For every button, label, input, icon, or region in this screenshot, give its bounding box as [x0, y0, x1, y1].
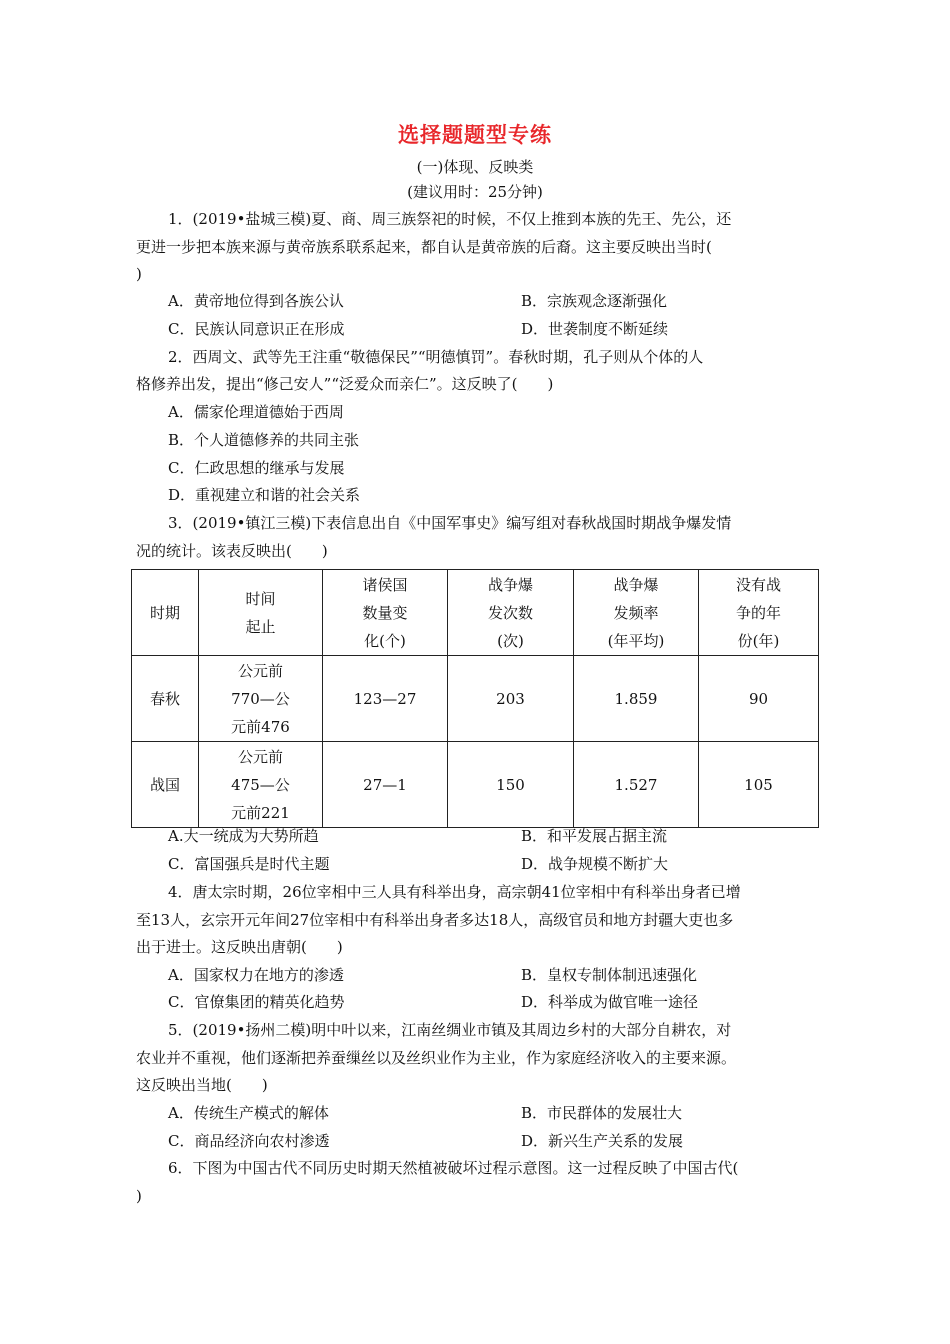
option-a[interactable]: A.大一统成为大势所趋 [168, 827, 319, 845]
table-header-row [132, 570, 819, 656]
question-text-line: 况的统计。该表反映出( ) [136, 542, 328, 560]
table-cell: 春秋 [132, 656, 199, 742]
question-text-line: ) [136, 265, 142, 283]
option-c[interactable]: C．官僚集团的精英化趋势 [168, 993, 345, 1011]
option-b[interactable]: B．和平发展占据主流 [521, 827, 668, 845]
option-d[interactable]: D．新兴生产关系的发展 [521, 1132, 684, 1150]
page-title: 选择题题型专练 [398, 122, 552, 147]
option-c[interactable]: C．商品经济向农村渗透 [168, 1132, 330, 1150]
table-cell: 123—27 [323, 656, 448, 742]
option-d[interactable]: D．世袭制度不断延续 [521, 320, 669, 338]
question-text-line: 1．(2019•盐城三模)夏、商、周三族祭祀的时候，不仅上推到本族的先王、先公，还 [168, 210, 732, 228]
option-a[interactable]: A．儒家伦理道德始于西周 [168, 403, 344, 421]
table-row [132, 742, 819, 828]
table-cell: 27—1 [323, 742, 448, 828]
question-text-line: 更进一步把本族来源与黄帝族系联系起来，都自认是黄帝族的后裔。这主要反映出当时( [136, 238, 712, 256]
header-cell: 时间 起止 [199, 570, 323, 656]
option-d[interactable]: D．科举成为做官唯一途径 [521, 993, 699, 1011]
table-cell: 105 [699, 742, 819, 828]
question-text-line: 至13人，玄宗开元年间27位宰相中有科举出身者多达18人，高级官员和地方封疆大吏也多 [136, 911, 734, 929]
question-text-line: 农业并不重视，他们逐渐把养蚕缫丝以及丝织业作为主业，作为家庭经济收入的主要来源。 [136, 1049, 737, 1067]
table-row [132, 656, 819, 742]
table-cell: 150 [448, 742, 574, 828]
war-statistics-table [131, 569, 819, 828]
suggested-time: (建议用时：25分钟) [407, 183, 543, 201]
option-a[interactable]: A．国家权力在地方的渗透 [168, 966, 344, 984]
table-cell: 1.527 [574, 742, 699, 828]
table-cell: 公元前 770—公 元前476 [199, 656, 323, 742]
header-cell: 战争爆 发频率 (年平均) [574, 570, 699, 656]
option-b[interactable]: B．个人道德修养的共同主张 [168, 431, 360, 449]
option-a[interactable]: A．黄帝地位得到各族公认 [168, 292, 344, 310]
question-text-line: 格修养出发，提出“修己安人”“泛爱众而亲仁”。这反映了( ) [136, 375, 554, 393]
header-cell: 时期 [132, 570, 199, 656]
section-subtitle: (一)体现、反映类 [416, 158, 534, 176]
header-cell: 诸侯国 数量变 化(个) [323, 570, 448, 656]
option-d[interactable]: D．战争规模不断扩大 [521, 855, 669, 873]
question-text-line: ) [136, 1187, 142, 1205]
option-c[interactable]: C．民族认同意识正在形成 [168, 320, 345, 338]
table-cell: 战国 [132, 742, 199, 828]
option-d[interactable]: D．重视建立和谐的社会关系 [168, 486, 361, 504]
header-cell: 战争爆 发次数 (次) [448, 570, 574, 656]
question-text-line: 这反映出当地( ) [136, 1076, 268, 1094]
question-text-line: 4．唐太宗时期，26位宰相中三人具有科举出身，高宗朝41位宰相中有科举出身者已增 [168, 883, 741, 901]
table-cell: 90 [699, 656, 819, 742]
table-cell: 公元前 475—公 元前221 [199, 742, 323, 828]
option-b[interactable]: B．宗族观念逐渐强化 [521, 292, 668, 310]
option-a[interactable]: A．传统生产模式的解体 [168, 1104, 329, 1122]
question-text-line: 6．下图为中国古代不同历史时期天然植被破坏过程示意图。这一过程反映了中国古代( [168, 1159, 739, 1177]
option-b[interactable]: B．皇权专制体制迅速强化 [521, 966, 698, 984]
table-cell: 1.859 [574, 656, 699, 742]
option-c[interactable]: C．仁政思想的继承与发展 [168, 459, 345, 477]
question-text-line: 5．(2019•扬州二模)明中叶以来，江南丝绸业市镇及其周边乡村的大部分自耕农，对 [168, 1021, 732, 1039]
question-text-line: 2．西周文、武等先王注重“敬德保民”“明德慎罚”。春秋时期，孔子则从个体的人 [168, 348, 704, 366]
table-cell: 203 [448, 656, 574, 742]
option-c[interactable]: C．富国强兵是时代主题 [168, 855, 330, 873]
option-b[interactable]: B．市民群体的发展壮大 [521, 1104, 683, 1122]
question-text-line: 出于进士。这反映出唐朝( ) [136, 938, 343, 956]
question-text-line: 3．(2019•镇江三模)下表信息出自《中国军事史》编写组对春秋战国时期战争爆发情 [168, 514, 732, 532]
header-cell: 没有战 争的年 份(年) [699, 570, 819, 656]
